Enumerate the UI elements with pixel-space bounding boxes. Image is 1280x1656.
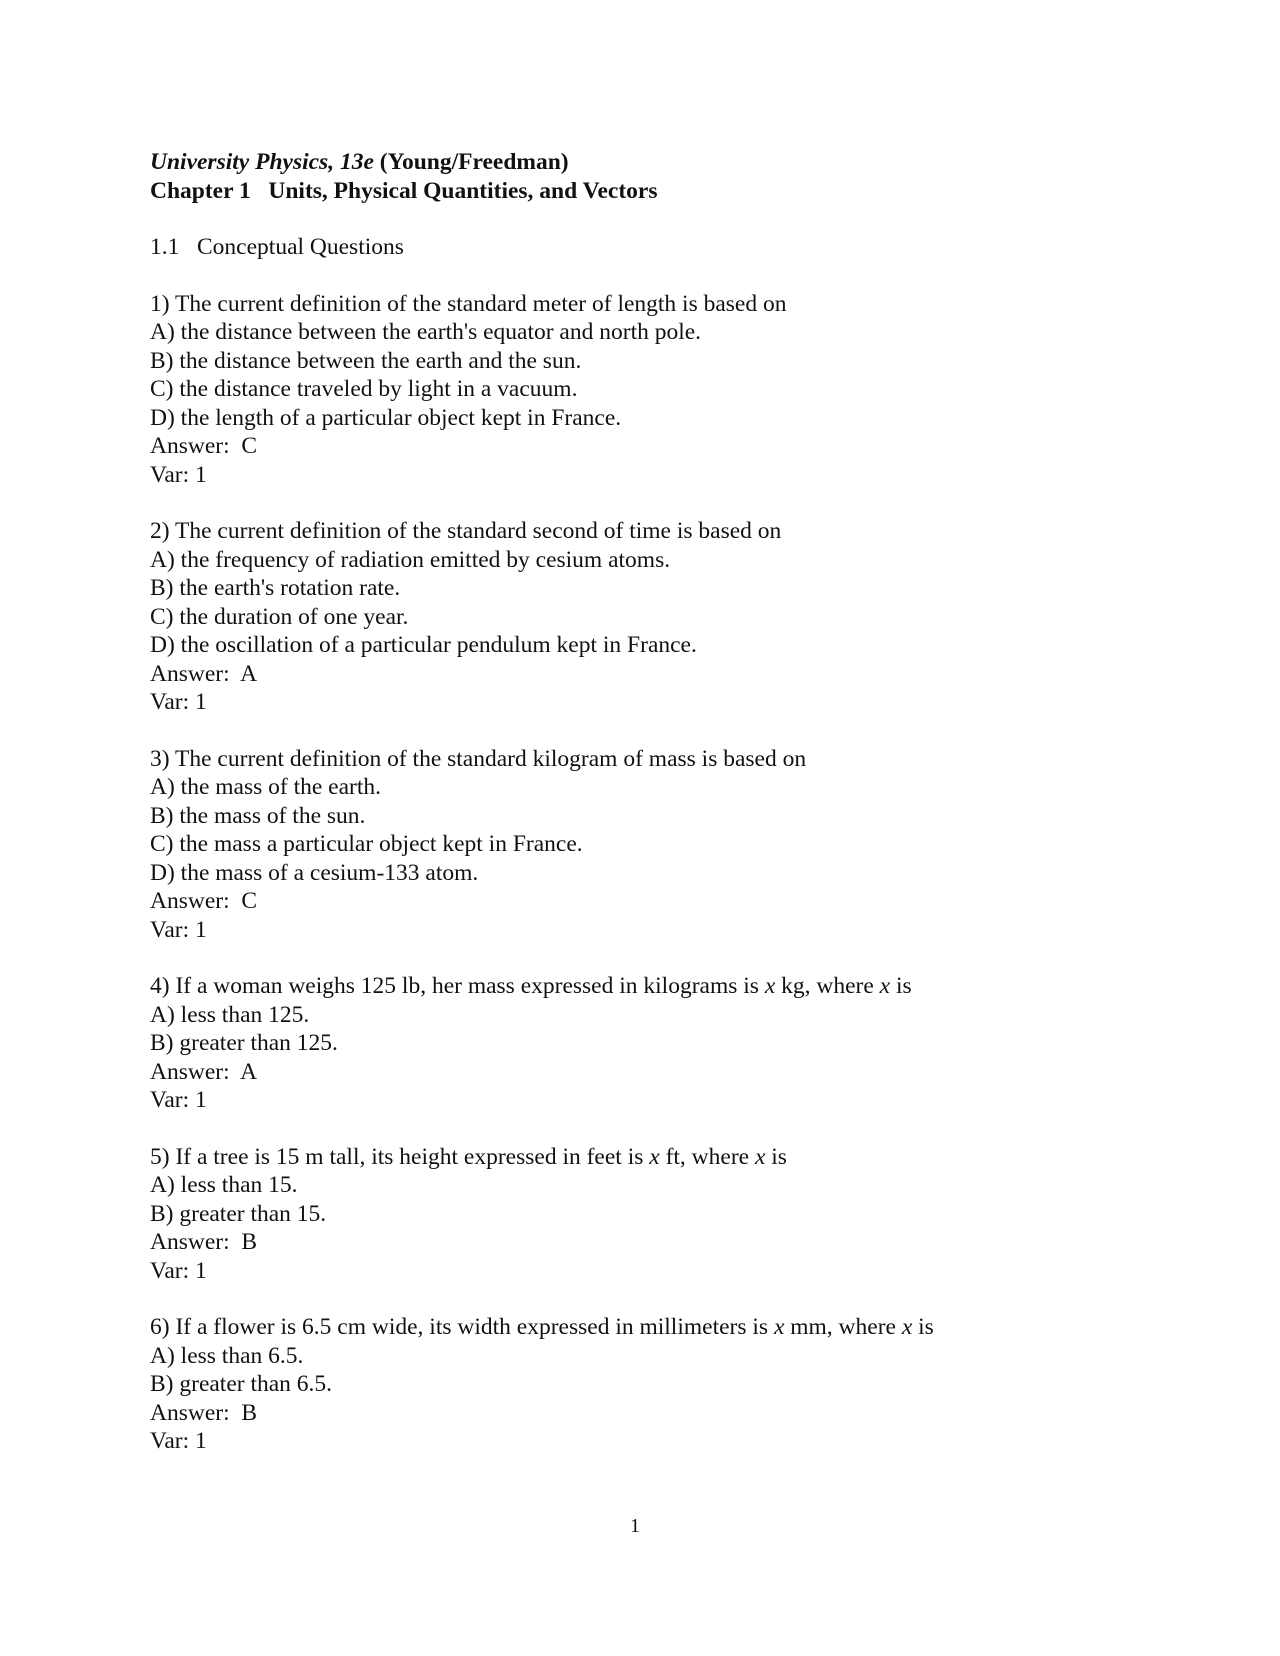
choice-a: A) the frequency of radiation emitted by cesium atoms. — [150, 546, 671, 573]
stem-text: 4) If a woman weighs 125 lb, her mass expressed in kilograms is — [150, 973, 765, 999]
variable-x: x — [773, 1314, 785, 1340]
choice-c: C) the duration of one year. — [150, 603, 409, 630]
choice-d: D) the length of a particular object kept in France. — [150, 404, 622, 431]
choice-c: C) the distance traveled by light in a vacuum. — [150, 376, 578, 402]
question-stem — [150, 1313, 1150, 1342]
question-6 — [150, 1313, 1150, 1456]
var-line: Var: 1 — [150, 1257, 207, 1284]
choice-b: B) the earth's rotation rate. — [150, 575, 401, 601]
chapter-title: Chapter 1 Units, Physical Quantities, and Vectors — [150, 177, 658, 204]
var-line: Var: 1 — [150, 461, 207, 488]
question-1 — [150, 290, 1150, 490]
var-line: Var: 1 — [150, 916, 207, 943]
answer-line: Answer: C — [150, 433, 258, 459]
choice-a: A) the mass of the earth. — [150, 774, 382, 800]
choice-a: A) less than 125. — [150, 1001, 310, 1028]
question-2 — [150, 517, 1150, 717]
variable-x: x — [754, 1143, 766, 1170]
page-number: 1 — [630, 1515, 640, 1537]
choice-a: A) the distance between the earth's equator and north pole. — [150, 319, 702, 345]
variable-x: x — [649, 1143, 660, 1170]
stem-text: is — [890, 973, 912, 999]
choice-d: D) the mass of a cesium-133 atom. — [150, 859, 479, 886]
variable-x: x — [901, 1314, 913, 1340]
answer-line: Answer: A — [150, 660, 258, 687]
stem-text: 6) If a flower is 6.5 cm wide, its width expressed in millimeters is — [150, 1314, 774, 1340]
question-stem — [150, 1143, 1150, 1172]
choice-a: A) less than 6.5. — [150, 1342, 304, 1369]
answer-line: Answer: B — [150, 1399, 258, 1426]
answer-line: Answer: B — [150, 1229, 258, 1255]
stem-text: is — [765, 1143, 787, 1170]
choice-c: C) the mass a particular object kept in France. — [150, 831, 583, 857]
variable-x: x — [764, 973, 776, 999]
var-line: Var: 1 — [150, 1428, 207, 1454]
stem-text: 5) If a tree is 15 m tall, its height expressed in feet is — [150, 1143, 650, 1170]
choice-b: B) the mass of the sun. — [150, 802, 366, 829]
stem-text: kg, where — [775, 973, 880, 999]
choice-b: B) greater than 15. — [150, 1200, 327, 1227]
var-line: Var: 1 — [150, 1087, 207, 1113]
choice-a: A) less than 15. — [150, 1172, 298, 1198]
document-page — [150, 148, 1150, 1456]
choice-b: B) greater than 6.5. — [150, 1371, 333, 1397]
question-stem: 2) The current definition of the standard second of time is based on — [150, 518, 782, 544]
choice-d: D) the oscillation of a particular pendulum kept in France. — [150, 632, 697, 658]
section-heading: 1.1 Conceptual Questions — [150, 234, 404, 260]
choice-b: B) the distance between the earth and the sun. — [150, 347, 582, 374]
stem-text: ft, where — [659, 1143, 755, 1170]
var-line: Var: 1 — [150, 689, 207, 715]
answer-line: Answer: C — [150, 888, 258, 914]
answer-line: Answer: A — [150, 1058, 258, 1085]
question-3 — [150, 745, 1150, 945]
stem-text: is — [912, 1314, 934, 1340]
book-authors: (Young/Freedman) — [373, 149, 569, 175]
variable-x: x — [879, 973, 891, 999]
book-title-line — [150, 148, 1150, 177]
question-stem: 3) The current definition of the standard kilogram of mass is based on — [150, 745, 807, 772]
question-stem — [150, 972, 1150, 1001]
question-stem: 1) The current definition of the standard meter of length is based on — [150, 290, 787, 317]
question-5 — [150, 1143, 1150, 1286]
book-title: University Physics, 13e — [150, 149, 374, 175]
question-4 — [150, 972, 1150, 1115]
choice-b: B) greater than 125. — [150, 1030, 338, 1056]
stem-text: mm, where — [784, 1314, 902, 1340]
